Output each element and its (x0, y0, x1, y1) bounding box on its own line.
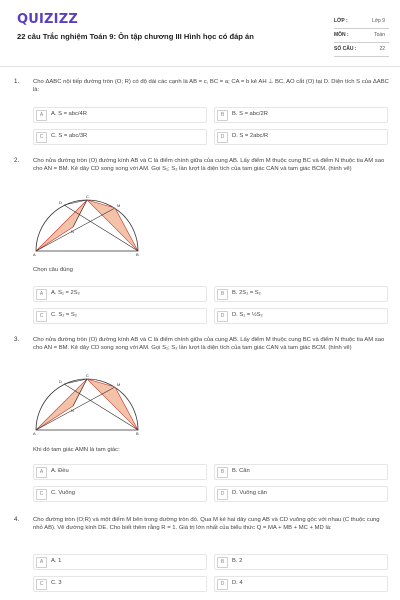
label-d: D (59, 200, 62, 205)
meta-row-count (334, 43, 389, 57)
meta-value: Lớp 9 (371, 18, 385, 24)
question-number: 3. (14, 336, 20, 343)
option-letter: A (36, 110, 47, 121)
label-c: C (86, 194, 89, 199)
option-a[interactable] (33, 286, 207, 302)
option-text: C. S₁ = S₂ (51, 312, 77, 318)
meta-value: 22 (379, 46, 385, 52)
option-letter: B (217, 467, 228, 478)
label-a: A (33, 431, 36, 436)
label-b: B (136, 431, 139, 436)
document-title: 22 câu Trắc nghiệm Toán 9: Ôn tập chương III Hình học có đáp án (17, 32, 254, 41)
meta-label: MÔN : (334, 32, 349, 38)
header-divider (0, 66, 400, 67)
option-text: C. 3 (51, 580, 62, 586)
label-b: B (136, 252, 139, 257)
option-text: D. Vuông cân (232, 490, 267, 496)
option-c[interactable] (33, 486, 207, 502)
label-n: N (71, 408, 74, 413)
question-number: 2. (14, 157, 20, 164)
option-letter: C (36, 311, 47, 322)
geometry-figure (33, 372, 141, 436)
question-text: Cho ΔABC nội tiếp đường tròn (O; R) có độ dài các cạnh là AB = c, BC = a; CA = b kẻ AH ⊥ BC, AO cắt (O) tại D. Diện tích S của ΔABC là: (33, 79, 389, 94)
option-letter: D (217, 579, 228, 590)
option-a[interactable] (33, 554, 207, 570)
option-letter: D (217, 132, 228, 143)
option-letter: C (36, 132, 47, 143)
meta-table (334, 15, 389, 57)
meta-row-subject (334, 29, 389, 43)
option-b[interactable] (214, 554, 388, 570)
quizizz-logo: QUIZIZZ (17, 12, 78, 27)
option-c[interactable] (33, 308, 207, 324)
option-letter: D (217, 489, 228, 500)
option-a[interactable] (33, 464, 207, 480)
option-d[interactable] (214, 576, 388, 592)
option-d[interactable] (214, 486, 388, 502)
question-text: Cho nửa đường tròn (O) đường kính AB và C là điểm chính giữa của cung AB. Lấy điểm M thuộc cung BC và điểm N thuộc tia AM sao cho AN = BM. Kẻ dây CD song song với AM. Gọi S₁; S₂ lần lượt là diện tích của tam giác CAN và tam giác BCM. (hình vẽ) (33, 158, 385, 173)
option-letter: D (217, 311, 228, 322)
option-letter: B (217, 110, 228, 121)
label-c: C (86, 373, 89, 378)
option-text: A. S = abc/4R (51, 111, 87, 117)
option-text: A. 1 (51, 558, 62, 564)
option-a[interactable] (33, 107, 207, 123)
option-b[interactable] (214, 107, 388, 123)
option-letter: C (36, 489, 47, 500)
label-a: A (33, 252, 36, 257)
meta-value: Toán (374, 32, 385, 38)
option-letter: B (217, 557, 228, 568)
option-text: B. 2S₁ = S₂ (232, 290, 261, 296)
option-text: A. S₁ = 2S₂ (51, 290, 80, 296)
question-text: Cho đường tròn (O;R) và một điểm M bên trong đường tròn đó. Qua M kẻ hai dây cung AB và CD vuông góc với nhau (C thuộc cung nhỏ AB). Vẽ đường kính DE. Cho biết thêm rằng R = 1. Giá trị lớn nhất của biểu thức Q = MA + MB + MC + MD là: (33, 517, 380, 532)
option-d[interactable] (214, 129, 388, 145)
option-text: A. Đều (51, 468, 69, 474)
option-letter: A (36, 289, 47, 300)
option-text: B. Cân (232, 468, 250, 474)
option-text: D. S₁ = ½S₂ (232, 312, 263, 318)
meta-row-class (334, 15, 389, 29)
geometry-figure (33, 193, 141, 257)
option-letter: A (36, 557, 47, 568)
question-prompt: Khi đó tam giác AMN là tam giác: (33, 447, 120, 453)
question-prompt: Chọn câu đúng (33, 267, 73, 273)
option-text: B. 2 (232, 558, 243, 564)
label-d: D (59, 379, 62, 384)
label-n: N (71, 229, 74, 234)
page-header (0, 0, 400, 62)
label-m: M (117, 382, 121, 387)
option-text: D. 4 (232, 580, 243, 586)
option-text: C. Vuông (51, 490, 75, 496)
option-letter: A (36, 467, 47, 478)
question-number: 1. (14, 78, 20, 85)
option-b[interactable] (214, 286, 388, 302)
option-b[interactable] (214, 464, 388, 480)
option-d[interactable] (214, 308, 388, 324)
option-text: C. S = abc/3R (51, 133, 88, 139)
option-c[interactable] (33, 576, 207, 592)
option-letter: C (36, 579, 47, 590)
meta-label: LỚP : (334, 18, 348, 24)
option-letter: B (217, 289, 228, 300)
option-text: B. S = abc/2R (232, 111, 268, 117)
option-text: D. S = 2abc/R (232, 133, 269, 139)
option-c[interactable] (33, 129, 207, 145)
question-text: Cho nửa đường tròn (O) đường kính AB và C là điểm chính giữa của cung AB. Lấy điểm M thuộc cung BC và điểm N thuộc tia AM sao cho AN = BM. Kẻ dây CD song song với AM. Gọi S₁; S₂ lần lượt là diện tích của tam giác CAN và tam giác BCM. (hình vẽ) (33, 337, 385, 352)
question-number: 4. (14, 516, 20, 523)
label-m: M (117, 203, 121, 208)
meta-label: SỐ CÂU : (334, 46, 357, 52)
